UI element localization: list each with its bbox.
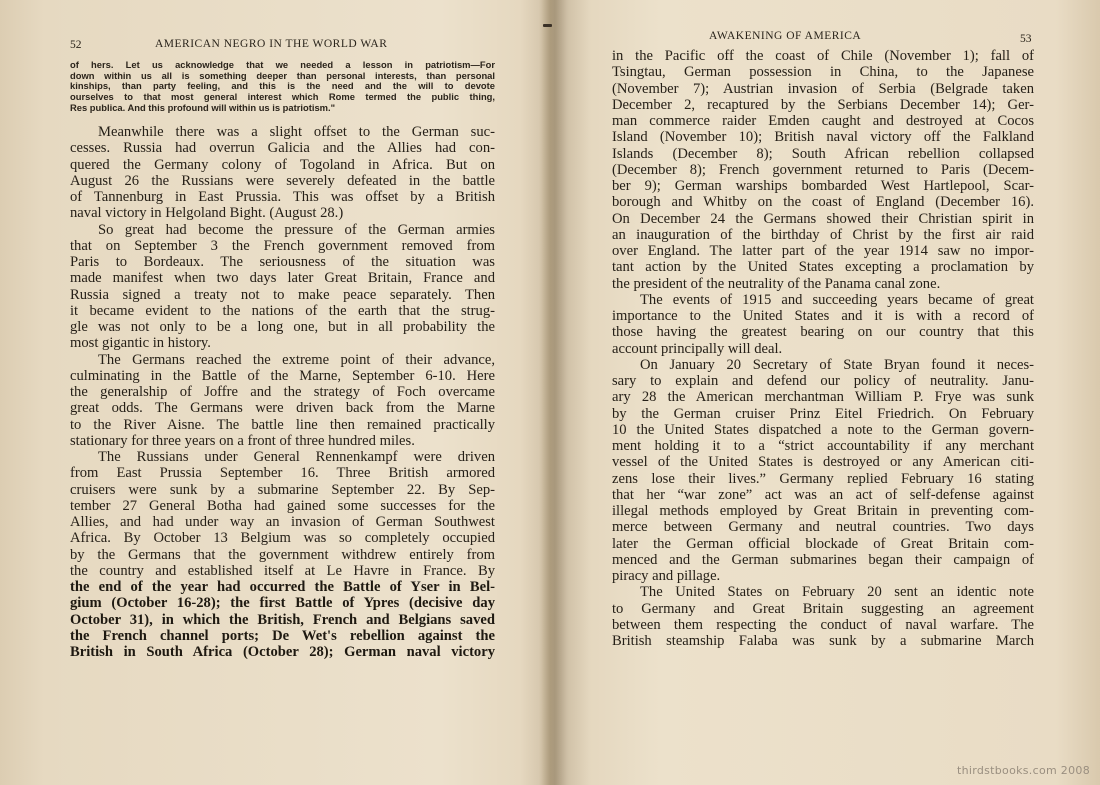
block-quote xyxy=(70,60,495,113)
text-line: On December 24 the Germans showed their Christian spirit in xyxy=(612,210,1034,227)
ink-mark xyxy=(543,24,552,27)
text-line: the French channel ports; De Wet's rebellion against the xyxy=(70,627,495,644)
text-line: in the Pacific off the coast of Chile (November 1); fall of xyxy=(612,48,1034,64)
text-line: tant action by the United States excepting a proclamation by xyxy=(612,259,1034,276)
text-line: (November 7); Austrian invasion of Serbia (Belgrade taken xyxy=(612,80,1034,97)
text-line: man commerce raider Emden caught and destroyed at Cocos xyxy=(612,113,1034,129)
text-line: tember 27 General Botha had gained some successes for the xyxy=(70,497,495,514)
text-line: great odds. The Germans were driven back from the Marne xyxy=(70,400,495,417)
text-line: 10 the United States dispatched a note to the German govern- xyxy=(612,421,1034,438)
text-line: importance to the United States and it is with a record of xyxy=(612,308,1034,324)
right-page-number: 53 xyxy=(1020,33,1032,45)
right-body xyxy=(612,48,1034,649)
text-line: Paris to Bordeaux. The seriousness of the situation was xyxy=(70,254,495,270)
left-body-top xyxy=(70,124,495,579)
text-line: gium (October 16-28); the first Battle of Ypres (decisive day xyxy=(70,595,495,612)
text-line: Africa. By October 13 Belgium was so completely occupied xyxy=(70,530,495,547)
text-line: to the River Aisne. The battle line then remained practically xyxy=(70,416,495,433)
text-line: vessel of the United States is destroyed or any American citi- xyxy=(612,454,1034,471)
text-line: to Germany and Great Britain suggesting an agreement xyxy=(612,600,1034,617)
text-line: merce between Germany and neutral countries. Two days xyxy=(612,519,1034,536)
text-line: zens lose their lives.” Germany replied February 16 stating xyxy=(612,470,1034,487)
quote-line: kinships, than party feeling, and this is the need and the will to devote xyxy=(70,81,495,92)
text-line: illegal methods employed by Great Britain in preventing com- xyxy=(612,503,1034,519)
text-line: British in South Africa (October 28); German naval victory xyxy=(70,644,495,660)
text-line: by the German cruiser Prinz Eitel Friedrich. On February xyxy=(612,405,1034,422)
text-line: cesses. Russia had overrun Galicia and the Allies had con- xyxy=(70,140,495,157)
right-running-head: AWAKENING OF AMERICA xyxy=(709,30,862,42)
text-line: The Germans reached the extreme point of their advance, xyxy=(98,351,495,368)
text-line: menced and the German submarines began their campaign of xyxy=(612,551,1034,568)
left-page-number: 52 xyxy=(70,39,82,51)
text-line: Russia signed a treaty not to make peace separately. Then xyxy=(70,286,495,303)
text-line: ary 28 the American merchantman William P. Frye was sunk xyxy=(612,389,1034,406)
text-line: So great had become the pressure of the German armies xyxy=(98,221,495,238)
text-line: December 2, recaptured by the Serbians December 14); Ger- xyxy=(612,96,1034,113)
text-line: those having the greatest bearing on our country that this xyxy=(612,324,1034,341)
text-line: later the German official blockade of Great Britain com- xyxy=(612,535,1034,552)
text-line: The Russians under General Rennenkampf were driven xyxy=(98,449,495,465)
text-line: most gigantic in history. xyxy=(70,335,211,352)
quote-line: ourselves to that most general interest which Rome termed the public thing, xyxy=(70,92,495,103)
text-line: it became evident to the nations of the earth that the strug- xyxy=(70,302,495,319)
text-line: account principally will deal. xyxy=(612,340,783,357)
text-line: that on September 3 the French government removed from xyxy=(70,237,495,254)
text-line: over England. The latter part of the year 1914 saw no impor- xyxy=(612,243,1034,259)
text-line: the end of the year had occurred the Battle of Yser in Bel- xyxy=(70,579,495,595)
text-line: Tsingtau, German possession in China, to the Japanese xyxy=(612,64,1034,81)
left-body-bottom xyxy=(70,579,495,660)
text-line: stationary for three years on a front of three hundred miles. xyxy=(70,432,415,449)
text-line: Island (November 10); British naval victory off the Falkland xyxy=(612,129,1034,146)
text-line: Islands (December 8); South African rebellion collapsed xyxy=(612,145,1034,162)
text-line: quered the Germany colony of Togoland in Africa. But on xyxy=(70,156,495,173)
text-line: ber 9); German warships bombarded West Hartlepool, Scar- xyxy=(612,178,1034,194)
text-line: the country and established itself at Le Havre in France. By xyxy=(70,562,495,579)
watermark-text: thirdstbooks.com 2008 xyxy=(956,764,1090,777)
quote-line: Res publica. And this profound will within us is patriotism." xyxy=(70,102,336,113)
text-line: ment holding it to a “strict accountability if any merchant xyxy=(612,438,1034,454)
text-line: naval victory in Helgoland Bight. (August 28.) xyxy=(70,205,344,222)
text-line: that her “war zone” act was an act of self-defense against xyxy=(612,486,1034,503)
quote-line: down within us all is something deeper than personal interests, than personal xyxy=(70,70,495,81)
text-line: the generalship of Joffre and the strategy of Foch overcame xyxy=(70,384,495,400)
text-line: On January 20 Secretary of State Bryan found it neces- xyxy=(640,356,1034,373)
text-line: from East Prussia September 16. Three British armored xyxy=(70,465,495,482)
text-line: of Tannenburg in East Prussia. This was offset by a British xyxy=(70,189,495,205)
text-line: borough and Whitby on the coast of England (December 16). xyxy=(612,194,1034,211)
text-line: piracy and pillage. xyxy=(612,568,721,584)
left-running-head: AMERICAN NEGRO IN THE WORLD WAR xyxy=(155,38,388,50)
text-line: October 31), in which the British, French and Belgians saved xyxy=(70,611,495,628)
text-line: The United States on February 20 sent an identic note xyxy=(640,584,1034,601)
book-gutter xyxy=(520,0,590,785)
text-line: Meanwhile there was a slight offset to the German suc- xyxy=(98,124,495,140)
text-line: (December 8); French government returned to Paris (Decem- xyxy=(612,161,1034,178)
text-line: gle was not only to be a long one, but in all probability the xyxy=(70,319,495,335)
text-line: August 26 the Russians were severely defeated in the battle xyxy=(70,172,495,189)
text-line: the president of the neutrality of the Panama canal zone. xyxy=(612,275,941,292)
text-line: between them respecting the conduct of naval warfare. The xyxy=(612,616,1034,633)
text-line: British steamship Falaba was sunk by a submarine March xyxy=(612,633,1034,649)
text-line: by the Germans that the government withdrew entirely from xyxy=(70,546,495,563)
text-line: Allies, and had under way an invasion of German Southwest xyxy=(70,514,495,530)
text-line: culminating in the Battle of the Marne, September 6-10. Here xyxy=(70,367,495,384)
text-line: cruisers were sunk by a submarine September 22. By Sep- xyxy=(70,481,495,498)
text-line: sary to explain and defend our policy of neutrality. Janu- xyxy=(612,373,1034,389)
quote-line: of hers. Let us acknowledge that we needed a lesson in patriotism—For xyxy=(70,60,495,70)
text-line: made manifest when two days later Great Britain, France and xyxy=(70,270,495,287)
text-line: The events of 1915 and succeeding years became of great xyxy=(640,291,1034,308)
text-line: an inauguration of the birthday of Christ by the first air raid xyxy=(612,226,1034,243)
